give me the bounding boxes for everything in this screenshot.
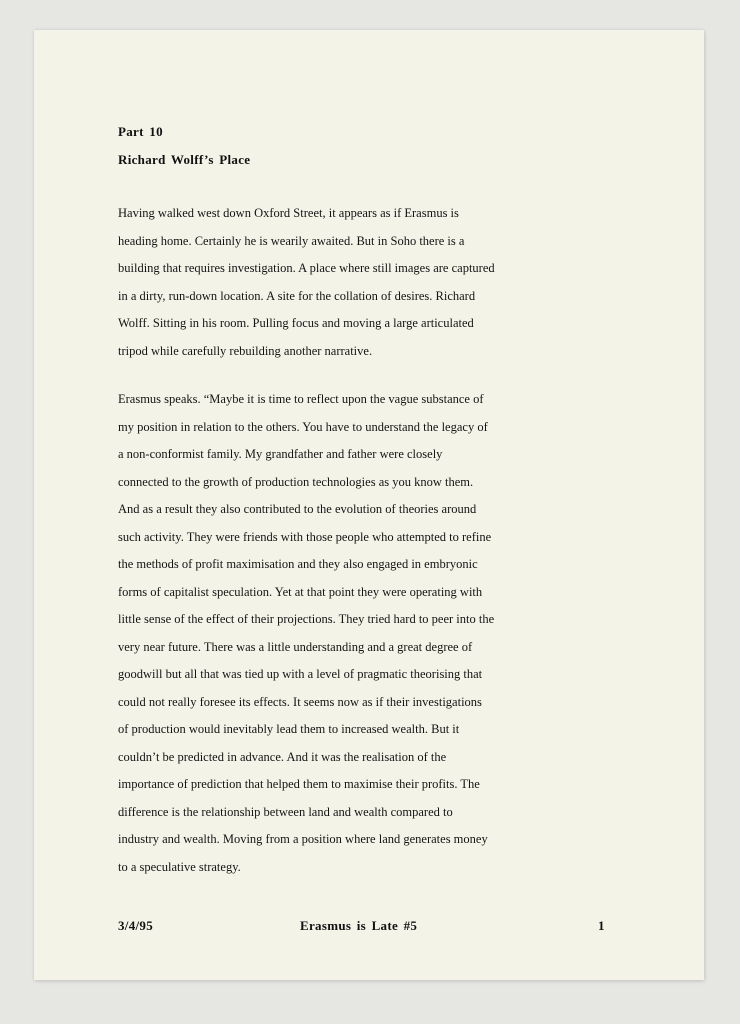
text-line: the methods of profit maximisation and they also engaged in embryonic: [118, 557, 478, 571]
text-line: forms of capitalist speculation. Yet at that point they were operating with: [118, 584, 483, 599]
text-line: tripod while carefully rebuilding another narrative.: [118, 343, 373, 358]
text-line: Erasmus speaks. “Maybe it is time to reflect upon the vague substance of: [118, 392, 484, 406]
text-line: of production would inevitably lead them to increased wealth. But it: [118, 722, 460, 736]
text-line: could not really foresee its effects. It seems now as if their investigations: [118, 694, 482, 709]
text-line: goodwill but all that was tied up with a level of pragmatic theorising that: [118, 667, 483, 681]
text-line: such activity. They were friends with those people who attempted to refine: [118, 529, 492, 544]
text-line: very near future. There was a little understanding and a great degree of: [118, 639, 473, 654]
text-line: building that requires investigation. A place where still images are captured: [118, 261, 495, 275]
text-line: couldn’t be predicted in advance. And it was the realisation of the: [118, 749, 447, 764]
paragraph-2: [118, 386, 538, 881]
text-line: connected to the growth of production technologies as you know them.: [118, 474, 474, 489]
text-line: importance of prediction that helped them to maximise their profits. The: [118, 777, 480, 791]
text-line: little sense of the effect of their projections. They tried hard to peer into the: [118, 612, 495, 626]
text-line: Wolff. Sitting in his room. Pulling focus and moving a large articulated: [118, 316, 474, 330]
text-line: heading home. Certainly he is wearily awaited. But in Soho there is a: [118, 233, 465, 248]
text-line: to a speculative strategy.: [118, 859, 241, 874]
text-line: And as a result they also contributed to the evolution of theories around: [118, 502, 477, 516]
text-line: industry and wealth. Moving from a position where land generates money: [118, 832, 488, 846]
section-title: Richard Wolff’s Place: [118, 152, 251, 167]
paper-sheet: [34, 30, 704, 980]
text-line: Having walked west down Oxford Street, it appears as if Erasmus is: [118, 206, 459, 220]
footer-title: Erasmus is Late #5: [300, 918, 418, 933]
text-line: my position in relation to the others. You have to understand the legacy of: [118, 419, 488, 434]
footer-page-number: 1: [598, 918, 605, 933]
text-line: difference is the relationship between land and wealth compared to: [118, 804, 453, 819]
part-label: Part 10: [118, 124, 163, 139]
paragraph-1: [118, 200, 538, 365]
footer-date: 3/4/95: [118, 918, 154, 933]
text-line: in a dirty, run-down location. A site for the collation of desires. Richard: [118, 288, 476, 303]
text-line: a non-conformist family. My grandfather and father were closely: [118, 447, 443, 461]
